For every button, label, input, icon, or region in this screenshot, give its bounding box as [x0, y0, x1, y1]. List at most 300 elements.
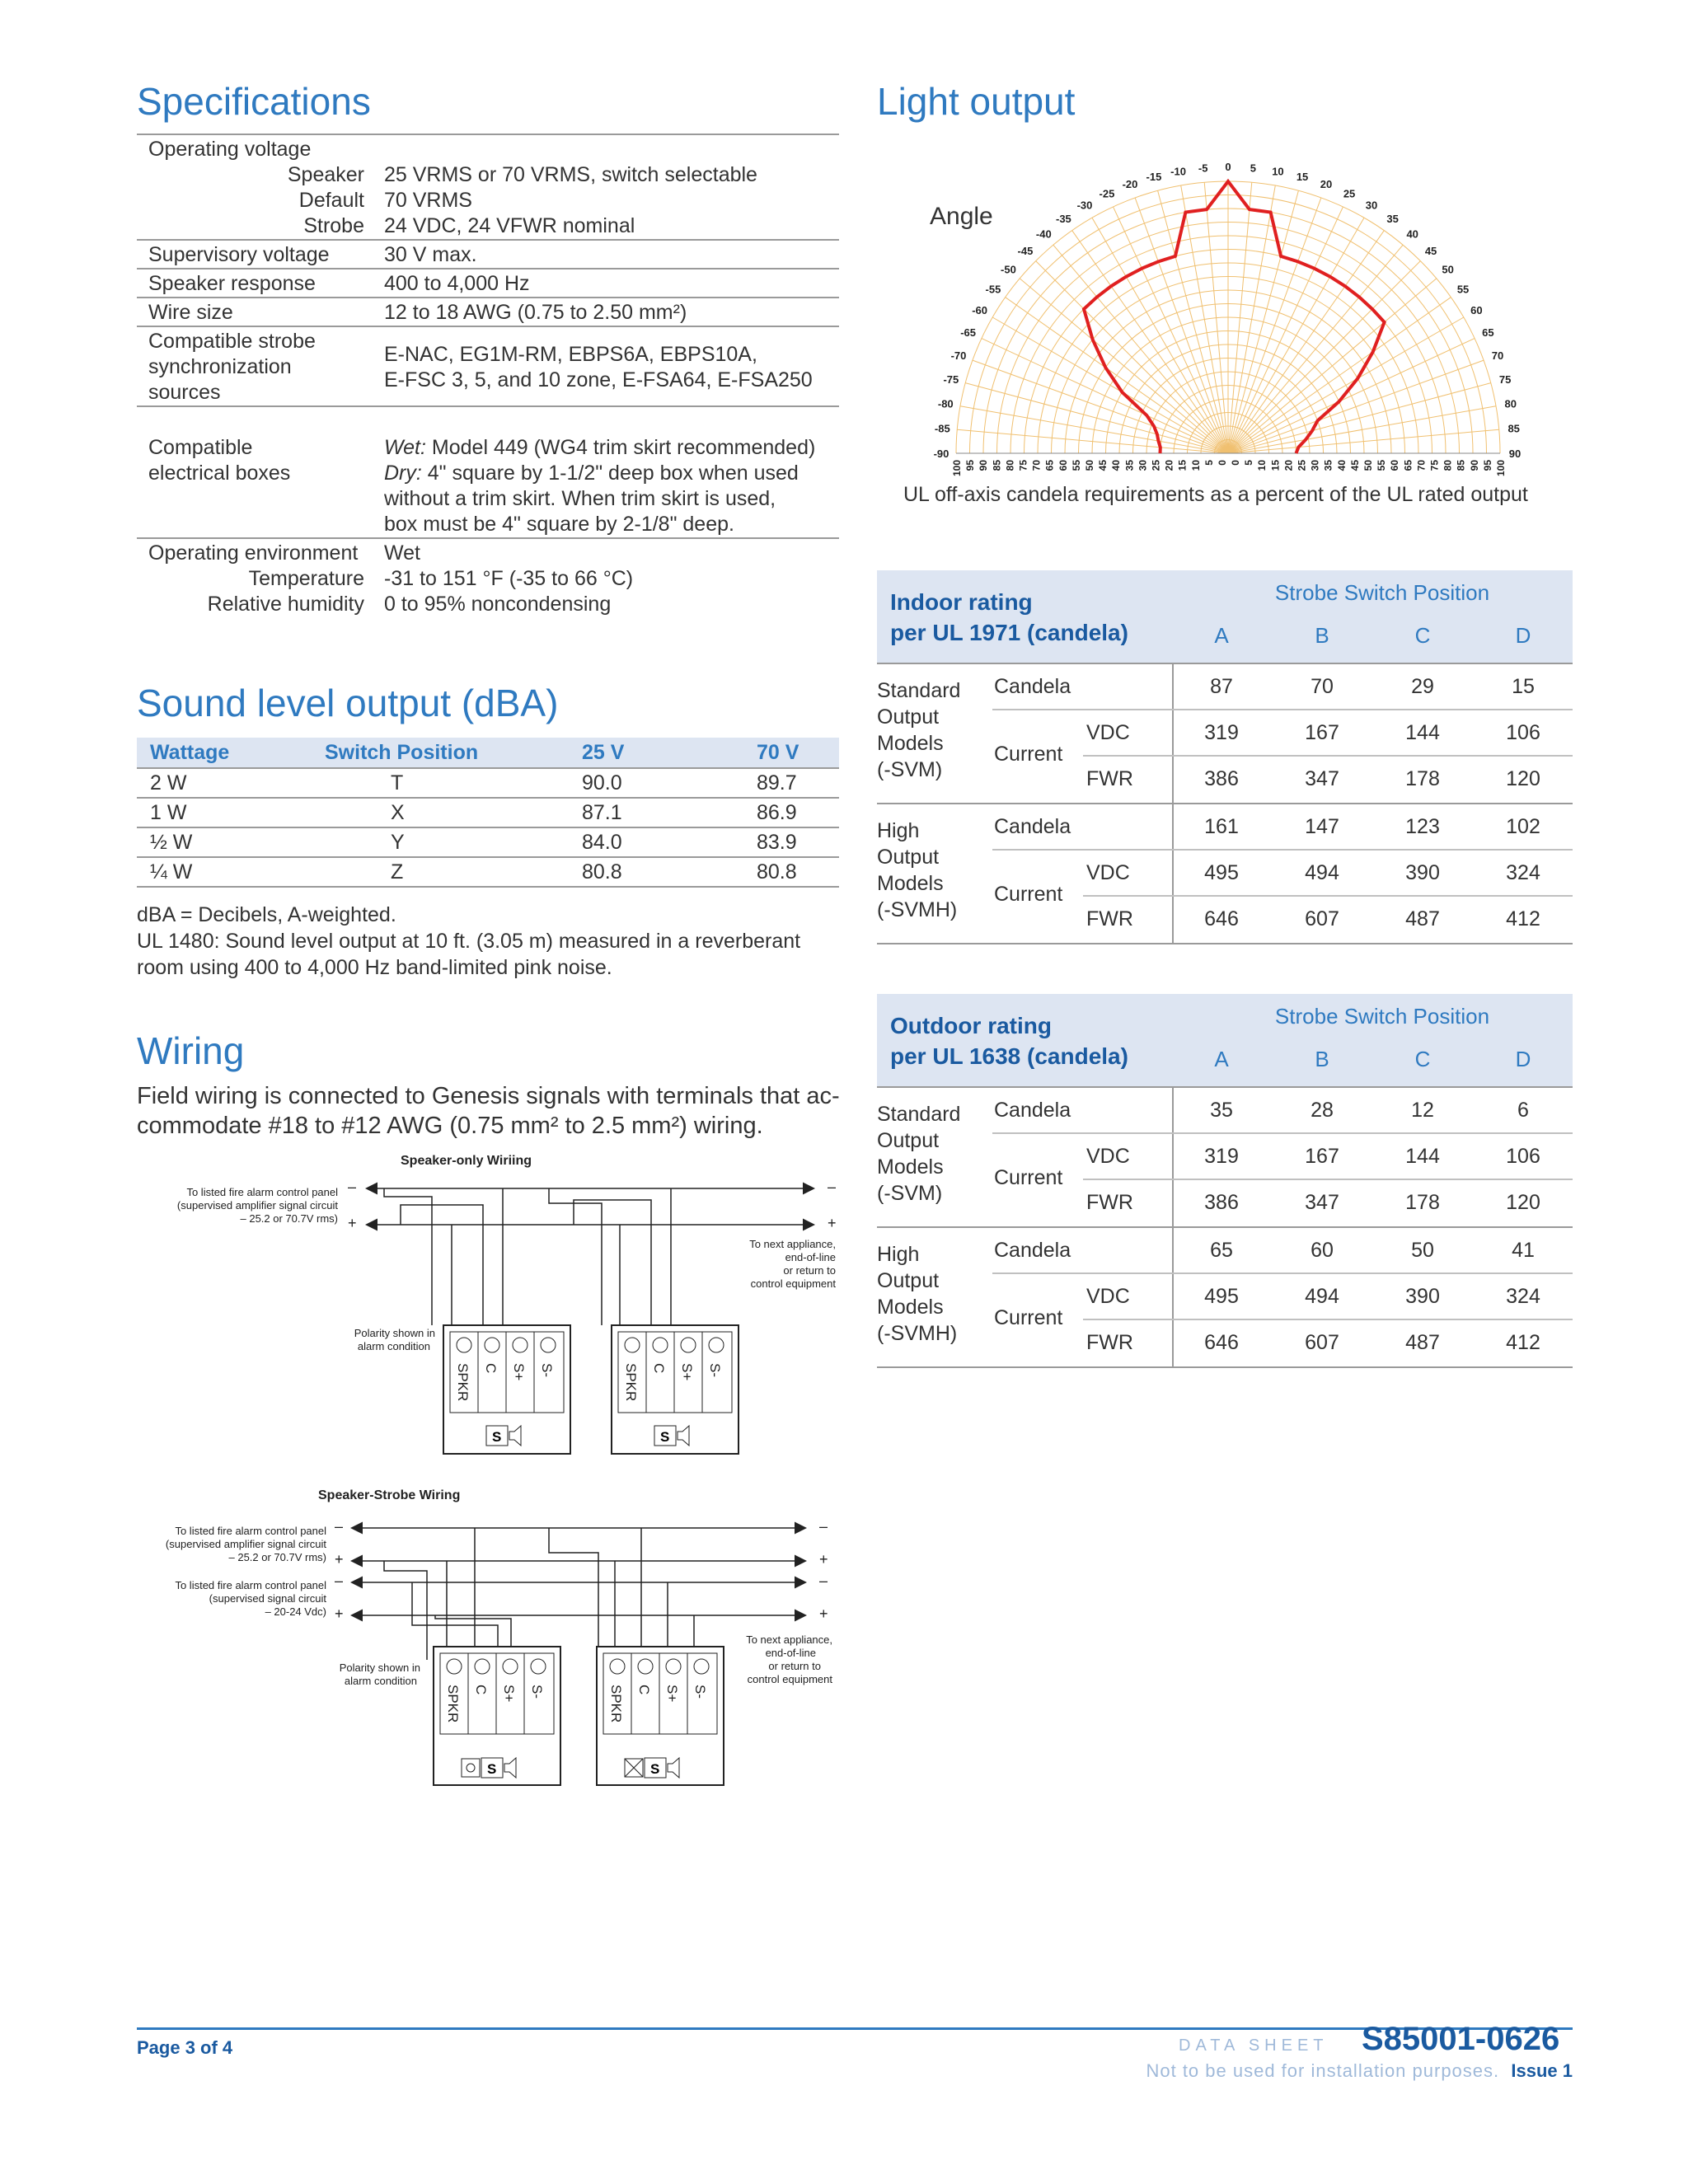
- spec-value: -31 to 151 °F (-35 to 66 °C): [384, 567, 634, 590]
- spec-row-response: [137, 268, 839, 297]
- percent-tick-label: 100: [1495, 460, 1507, 477]
- plus-sign: +: [828, 1215, 837, 1231]
- terminal-label: S+: [511, 1363, 527, 1381]
- speaker-box: [612, 1325, 738, 1454]
- strobe-switch-position: Strobe Switch Position: [1274, 580, 1490, 605]
- table-row: [137, 798, 839, 827]
- angle-tick-label: 85: [1507, 422, 1520, 435]
- table-title: per UL 1638 (candela): [890, 1043, 1128, 1069]
- spec-row-sync: [137, 326, 839, 405]
- table-cell: 106: [1506, 721, 1540, 744]
- angle-tick-label: -15: [1146, 170, 1162, 183]
- row-label: Candela: [994, 1239, 1071, 1262]
- row-label: VDC: [1086, 721, 1130, 744]
- terminal-label: S-: [529, 1685, 545, 1699]
- row-label: VDC: [1086, 1285, 1130, 1308]
- table-cell: 29: [1411, 675, 1434, 698]
- row-label: Candela: [994, 815, 1071, 838]
- spec-label: Temperature: [248, 567, 364, 590]
- angle-tick-label: 25: [1343, 187, 1356, 200]
- terminal-label: C: [651, 1363, 667, 1374]
- table-cell: 2 W: [137, 768, 312, 798]
- table-cell: ¼ W: [137, 857, 312, 887]
- spec-label: electrical boxes: [148, 462, 291, 485]
- spec-row-supervisory: [137, 239, 839, 268]
- angle-tick-label: 5: [1250, 162, 1256, 175]
- spec-label: sources: [148, 381, 221, 404]
- polar-radial: [1228, 383, 1491, 453]
- group-label: Standard: [877, 679, 961, 702]
- percent-tick-label: 65: [1402, 460, 1414, 471]
- group-label: High: [877, 819, 920, 842]
- table-cell: Z: [312, 857, 569, 887]
- table-cell: X: [312, 798, 569, 827]
- table-cell: 347: [1305, 1191, 1339, 1214]
- table-cell: 487: [1405, 1331, 1440, 1354]
- percent-tick-label: 20: [1282, 460, 1295, 471]
- row-label: Candela: [994, 1099, 1071, 1122]
- diagram-title: Speaker-Strobe Wiring: [318, 1488, 461, 1502]
- table-cell: 120: [1506, 767, 1540, 790]
- terminal-label: SPKR: [455, 1363, 471, 1402]
- percent-tick-label: 75: [1428, 460, 1441, 471]
- angle-tick-label: -60: [972, 304, 988, 316]
- spec-label: Strobe: [303, 214, 364, 237]
- angle-tick-label: 65: [1482, 326, 1494, 339]
- group-label: Output: [877, 846, 940, 869]
- col-header: Switch Position: [312, 738, 569, 768]
- percent-tick-label: 50: [1083, 460, 1095, 471]
- group-label: Models: [877, 732, 944, 755]
- percent-tick-label: 95: [964, 460, 977, 471]
- spec-value: 4" square by 1-1/2" deep box when used: [427, 462, 799, 485]
- spec-row-environment: [137, 537, 839, 617]
- angle-tick-label: 70: [1491, 349, 1504, 362]
- terminal-label: S-: [692, 1685, 708, 1699]
- table-cell: 319: [1204, 721, 1239, 744]
- speaker-strobe-wiring-diagram: [137, 1480, 854, 1793]
- table-cell: 386: [1204, 1191, 1239, 1214]
- plus-sign: +: [335, 1551, 344, 1568]
- table-cell: 90.0: [569, 768, 743, 798]
- group-label: High: [877, 1243, 920, 1266]
- s-label: S: [487, 1761, 497, 1777]
- row-label: FWR: [1086, 907, 1133, 930]
- spec-label: Default: [298, 189, 364, 212]
- row-label: Current: [994, 1166, 1063, 1189]
- table-row: [137, 827, 839, 857]
- label: – 25.2 or 70.7V rms): [240, 1212, 338, 1225]
- angle-tick-label: 90: [1508, 448, 1522, 460]
- intro-line: Field wiring is connected to Genesis signals with terminals that ac-: [137, 1083, 840, 1109]
- percent-tick-label: 20: [1163, 460, 1175, 471]
- group-label: Output: [877, 705, 940, 729]
- col-header: D: [1515, 1047, 1531, 1071]
- spec-value: Model 449 (WG4 trim skirt recommended): [431, 436, 816, 459]
- percent-tick-label: 5: [1203, 460, 1215, 466]
- speaker-box: [443, 1325, 570, 1454]
- note: room using 400 to 4,000 Hz band-limited pink noise.: [137, 956, 612, 979]
- table-cell: 607: [1305, 1331, 1339, 1354]
- table-cell: 80.8: [569, 857, 743, 887]
- percent-tick-label: 35: [1123, 460, 1136, 471]
- row-label: VDC: [1086, 861, 1130, 884]
- table-cell: 12: [1411, 1099, 1434, 1122]
- row-label: Candela: [994, 675, 1071, 698]
- standard-output-group: [877, 1086, 1573, 1228]
- angle-label: Angle: [930, 203, 993, 230]
- spec-value: E-FSC 3, 5, and 10 zone, E-FSA64, E-FSA250: [384, 368, 813, 391]
- angle-tick-label: 10: [1272, 165, 1284, 178]
- label: (supervised signal circuit: [209, 1592, 326, 1605]
- angle-tick-label: -85: [934, 422, 950, 435]
- table-cell: 1 W: [137, 798, 312, 827]
- label: control equipment: [747, 1673, 832, 1685]
- percent-tick-label: 90: [1468, 460, 1480, 471]
- table-cell: 123: [1405, 815, 1440, 838]
- group-label: Models: [877, 1296, 944, 1319]
- note-text: Not to be used for installation purposes.: [1146, 2060, 1500, 2081]
- table-cell: 494: [1305, 861, 1339, 884]
- spec-value: 30 V max.: [384, 243, 477, 266]
- terminal-label: S-: [539, 1363, 555, 1377]
- col-header: C: [1414, 1047, 1431, 1071]
- angle-tick-label: -80: [937, 397, 954, 410]
- table-cell: 106: [1506, 1145, 1540, 1168]
- plus-sign: +: [335, 1605, 344, 1622]
- minus-sign: –: [335, 1572, 344, 1589]
- col-header: Wattage: [137, 738, 312, 768]
- angle-tick-label: -20: [1122, 177, 1138, 190]
- label: To next appliance,: [746, 1633, 832, 1646]
- angle-tick-label: 45: [1424, 244, 1437, 257]
- percent-tick-label: 0: [1230, 460, 1242, 466]
- percent-tick-label: 70: [1030, 460, 1043, 471]
- terminal-label: S+: [679, 1363, 695, 1381]
- data-sheet-number: S85001-0626: [1362, 2021, 1560, 2057]
- label: (supervised amplifier signal circuit: [165, 1538, 326, 1550]
- table-cell: 161: [1204, 815, 1239, 838]
- percent-tick-label: 50: [1362, 460, 1375, 471]
- table-cell: 87.1: [569, 798, 743, 827]
- sound-level-table: [137, 738, 839, 888]
- note: UL 1480: Sound level output at 10 ft. (3.05 m) measured in a reverberant: [137, 930, 801, 953]
- percent-tick-label: 25: [1296, 460, 1308, 471]
- sound-notes: [137, 902, 800, 981]
- table-row: [137, 768, 839, 798]
- table-cell: 386: [1204, 767, 1239, 790]
- high-output-group: [877, 804, 1573, 944]
- percent-tick-label: 55: [1376, 460, 1388, 471]
- percent-tick-label: 35: [1322, 460, 1334, 471]
- table-cell: 87: [1210, 675, 1233, 698]
- wiring-heading: Wiring: [137, 1029, 245, 1072]
- percent-tick-label: 55: [1070, 460, 1082, 471]
- col-header: A: [1214, 623, 1229, 648]
- row-label: Current: [994, 1306, 1063, 1329]
- note: dBA = Decibels, A-weighted.: [137, 903, 396, 926]
- table-cell: 494: [1305, 1285, 1339, 1308]
- percent-tick-label: 80: [1442, 460, 1454, 471]
- spec-value: 25 VRMS or 70 VRMS, switch selectable: [384, 163, 757, 186]
- angle-tick-label: -90: [933, 448, 950, 460]
- angle-tick-label: -70: [950, 349, 967, 362]
- table-cell: 144: [1405, 721, 1440, 744]
- plus-sign: +: [348, 1215, 357, 1231]
- group-label: (-SVMH): [877, 898, 958, 921]
- spec-value: without a trim skirt. When trim skirt is used,: [384, 487, 776, 510]
- label: – 20-24 Vdc): [265, 1605, 326, 1618]
- percent-tick-label: 15: [1176, 460, 1189, 471]
- minus-sign: –: [828, 1179, 837, 1195]
- percent-tick-label: 45: [1097, 460, 1109, 471]
- table-cell: 646: [1204, 1331, 1239, 1354]
- angle-tick-label: -25: [1099, 187, 1115, 200]
- percent-tick-label: 65: [1043, 460, 1056, 471]
- polar-grid: [956, 181, 1500, 453]
- table-cell: 144: [1405, 1145, 1440, 1168]
- sound-level-heading: Sound level output (dBA): [137, 682, 559, 724]
- spec-value: 24 VDC, 24 VFWR nominal: [384, 214, 635, 237]
- group-label: Models: [877, 1155, 944, 1179]
- spec-label: synchronization: [148, 355, 292, 378]
- row-label: Current: [994, 743, 1063, 766]
- angle-tick-label: -50: [1001, 263, 1016, 276]
- table-cell: Y: [312, 827, 569, 857]
- spec-label: Speaker: [287, 163, 364, 186]
- spec-value: E-NAC, EG1M-RM, EBPS6A, EBPS10A,: [384, 342, 757, 366]
- spec-row-wire: [137, 297, 839, 326]
- label: To next appliance,: [749, 1238, 836, 1250]
- strobe-switch-position: Strobe Switch Position: [1274, 1004, 1490, 1029]
- wet-prefix: Wet:: [384, 436, 426, 459]
- plus-sign: +: [819, 1605, 828, 1622]
- angle-tick-label: 55: [1456, 283, 1470, 296]
- percent-tick-label: 5: [1243, 460, 1255, 466]
- table-row: [137, 857, 839, 887]
- percent-tick-label: 45: [1348, 460, 1361, 471]
- group-label: (-SVMH): [877, 1322, 958, 1345]
- spec-value: 400 to 4,000 Hz: [384, 272, 530, 295]
- polar-radial: [1204, 182, 1228, 453]
- table-cell: 28: [1311, 1099, 1334, 1122]
- angle-tick-label: -5: [1198, 162, 1208, 175]
- terminal-label: S+: [501, 1685, 517, 1703]
- angle-tick-label: 0: [1225, 161, 1231, 173]
- table-cell: 412: [1506, 907, 1540, 930]
- group-label: Models: [877, 872, 944, 895]
- spec-value: 12 to 18 AWG (0.75 to 2.50 mm²): [384, 301, 687, 324]
- percent-tick-label: 60: [1389, 460, 1401, 471]
- col-header: B: [1315, 1047, 1329, 1071]
- spec-label: Operating environment: [148, 541, 359, 565]
- spec-row-operating-voltage: [137, 134, 839, 239]
- table-header: [877, 570, 1573, 663]
- percent-tick-label: 30: [1137, 460, 1149, 471]
- col-header: A: [1214, 1047, 1229, 1071]
- label: – 25.2 or 70.7V rms): [228, 1551, 326, 1563]
- spec-label: Operating voltage: [148, 138, 312, 161]
- table-header: [877, 994, 1573, 1086]
- terminal-label: S-: [707, 1363, 723, 1377]
- wiring-intro: [137, 1081, 840, 1141]
- angle-tick-label: 40: [1406, 227, 1418, 241]
- data-sheet-label: DATA SHEET: [1179, 2036, 1329, 2055]
- table-cell: 167: [1305, 721, 1339, 744]
- table-cell: 83.9: [743, 827, 839, 857]
- light-caption: UL off-axis candela requirements as a percent of the UL rated output: [903, 483, 1528, 506]
- col-header: B: [1315, 623, 1329, 648]
- indoor-rating-table: [877, 570, 1573, 944]
- percent-tick-label: 10: [1256, 460, 1268, 471]
- polar-radial: [1228, 182, 1252, 453]
- standard-output-group: [877, 663, 1573, 804]
- label: end-of-line: [785, 1251, 836, 1263]
- row-label: Current: [994, 883, 1063, 906]
- table-cell: 41: [1512, 1239, 1535, 1262]
- table-cell: 102: [1506, 815, 1540, 838]
- table-cell: T: [312, 768, 569, 798]
- spec-label: Supervisory voltage: [148, 243, 330, 266]
- issue-label: Issue 1: [1511, 2060, 1573, 2081]
- percent-tick-label: 10: [1189, 460, 1202, 471]
- table-cell: 319: [1204, 1145, 1239, 1168]
- polar-radial: [957, 429, 1228, 453]
- terminal-label: S+: [664, 1685, 680, 1703]
- terminal-label: C: [636, 1685, 652, 1695]
- table-cell: 50: [1411, 1239, 1434, 1262]
- polar-bottom-ticks: [951, 460, 1507, 476]
- table-cell: 495: [1204, 1285, 1239, 1308]
- table-cell: 390: [1405, 1285, 1440, 1308]
- table-cell: 324: [1506, 861, 1540, 884]
- spec-label: Compatible: [148, 436, 253, 459]
- row-label: FWR: [1086, 1331, 1133, 1354]
- percent-tick-label: 90: [978, 460, 990, 471]
- angle-tick-label: -30: [1076, 199, 1093, 212]
- high-output-group: [877, 1228, 1573, 1368]
- label: or return to: [783, 1264, 836, 1277]
- table-cell: 6: [1517, 1099, 1529, 1122]
- percent-tick-label: 95: [1481, 460, 1493, 471]
- angle-tick-label: 20: [1320, 177, 1333, 190]
- table-cell: 167: [1305, 1145, 1339, 1168]
- angle-tick-label: 60: [1470, 304, 1483, 316]
- sound-header-row: [137, 738, 839, 768]
- polar-radial: [1228, 190, 1298, 453]
- dry-prefix: Dry:: [384, 462, 422, 485]
- table-cell: 390: [1405, 861, 1440, 884]
- percent-tick-label: 85: [1455, 460, 1467, 471]
- table-cell: 60: [1311, 1239, 1334, 1262]
- label: alarm condition: [344, 1675, 417, 1687]
- terminal-label: C: [473, 1685, 489, 1695]
- percent-tick-label: 85: [991, 460, 1003, 471]
- label: To listed fire alarm control panel: [186, 1186, 338, 1198]
- spec-value: Wet: [384, 541, 420, 565]
- group-label: Output: [877, 1129, 940, 1152]
- table-cell: 35: [1210, 1099, 1233, 1122]
- table-cell: 495: [1204, 861, 1239, 884]
- angle-tick-label: -35: [1055, 212, 1071, 225]
- angle-tick-label: 80: [1504, 397, 1517, 410]
- table-cell: 646: [1204, 907, 1239, 930]
- specifications-heading: Specifications: [137, 80, 371, 123]
- polar-radial: [1158, 190, 1228, 453]
- footer-rule: [137, 2027, 1573, 2030]
- spec-value: box must be 4" square by 2-1/8" deep.: [384, 513, 734, 536]
- table-cell: 80.8: [743, 857, 839, 887]
- polar-radial: [965, 383, 1228, 453]
- percent-tick-label: 40: [1335, 460, 1348, 471]
- spec-value: 0 to 95% noncondensing: [384, 593, 612, 616]
- col-header: 25 V: [569, 738, 743, 768]
- angle-tick-label: 75: [1498, 373, 1512, 386]
- diagram-title: Speaker-only Wiriing: [401, 1154, 532, 1168]
- minus-sign: –: [819, 1572, 828, 1589]
- table-cell: 607: [1305, 907, 1339, 930]
- table-cell: 84.0: [569, 827, 743, 857]
- light-output-polar-chart: [874, 148, 1582, 478]
- label: end-of-line: [765, 1647, 816, 1659]
- plus-sign: +: [819, 1551, 828, 1568]
- angle-tick-label: -65: [960, 326, 977, 339]
- table-cell: 89.7: [743, 768, 839, 798]
- col-header: 70 V: [743, 738, 839, 768]
- spec-label: Compatible strobe: [148, 330, 316, 353]
- angle-tick-label: 15: [1296, 170, 1309, 183]
- label: (supervised amplifier signal circuit: [176, 1199, 338, 1212]
- percent-tick-label: 25: [1150, 460, 1162, 471]
- angle-tick-label: -10: [1170, 165, 1186, 178]
- percent-tick-label: 0: [1216, 460, 1228, 466]
- group-label: (-SVM): [877, 1182, 943, 1205]
- angle-tick-label: 30: [1365, 199, 1378, 212]
- speaker-only-wiring-diagram: [137, 1146, 854, 1459]
- speaker-strobe-box: [434, 1647, 560, 1785]
- row-label: FWR: [1086, 1191, 1133, 1214]
- percent-tick-label: 15: [1269, 460, 1282, 471]
- angle-tick-label: -75: [943, 373, 959, 386]
- minus-sign: –: [335, 1518, 344, 1535]
- table-cell: 487: [1405, 907, 1440, 930]
- specifications-table: [137, 134, 839, 617]
- percent-tick-label: 70: [1415, 460, 1428, 471]
- terminal-label: SPKR: [623, 1363, 639, 1402]
- spec-label: Relative humidity: [207, 593, 364, 616]
- terminal-label: C: [483, 1363, 499, 1374]
- percent-tick-label: 30: [1309, 460, 1321, 471]
- percent-tick-label: 80: [1004, 460, 1016, 471]
- table-cell: 178: [1405, 1191, 1440, 1214]
- percent-tick-label: 100: [951, 460, 963, 477]
- percent-tick-label: 60: [1057, 460, 1069, 471]
- table-title: per UL 1971 (candela): [890, 620, 1128, 645]
- label: Polarity shown in: [339, 1661, 420, 1674]
- angle-tick-label: -40: [1035, 227, 1052, 241]
- s-label: S: [650, 1761, 660, 1777]
- table-title: Outdoor rating: [890, 1013, 1052, 1038]
- terminal-label: SPKR: [608, 1685, 624, 1723]
- table-cell: 324: [1506, 1285, 1540, 1308]
- percent-tick-label: 40: [1110, 460, 1123, 471]
- label: alarm condition: [357, 1340, 430, 1352]
- group-label: Standard: [877, 1103, 961, 1126]
- outdoor-rating-table: [877, 994, 1573, 1368]
- label: To listed fire alarm control panel: [175, 1579, 326, 1591]
- row-label: VDC: [1086, 1145, 1130, 1168]
- label: To listed fire alarm control panel: [175, 1525, 326, 1537]
